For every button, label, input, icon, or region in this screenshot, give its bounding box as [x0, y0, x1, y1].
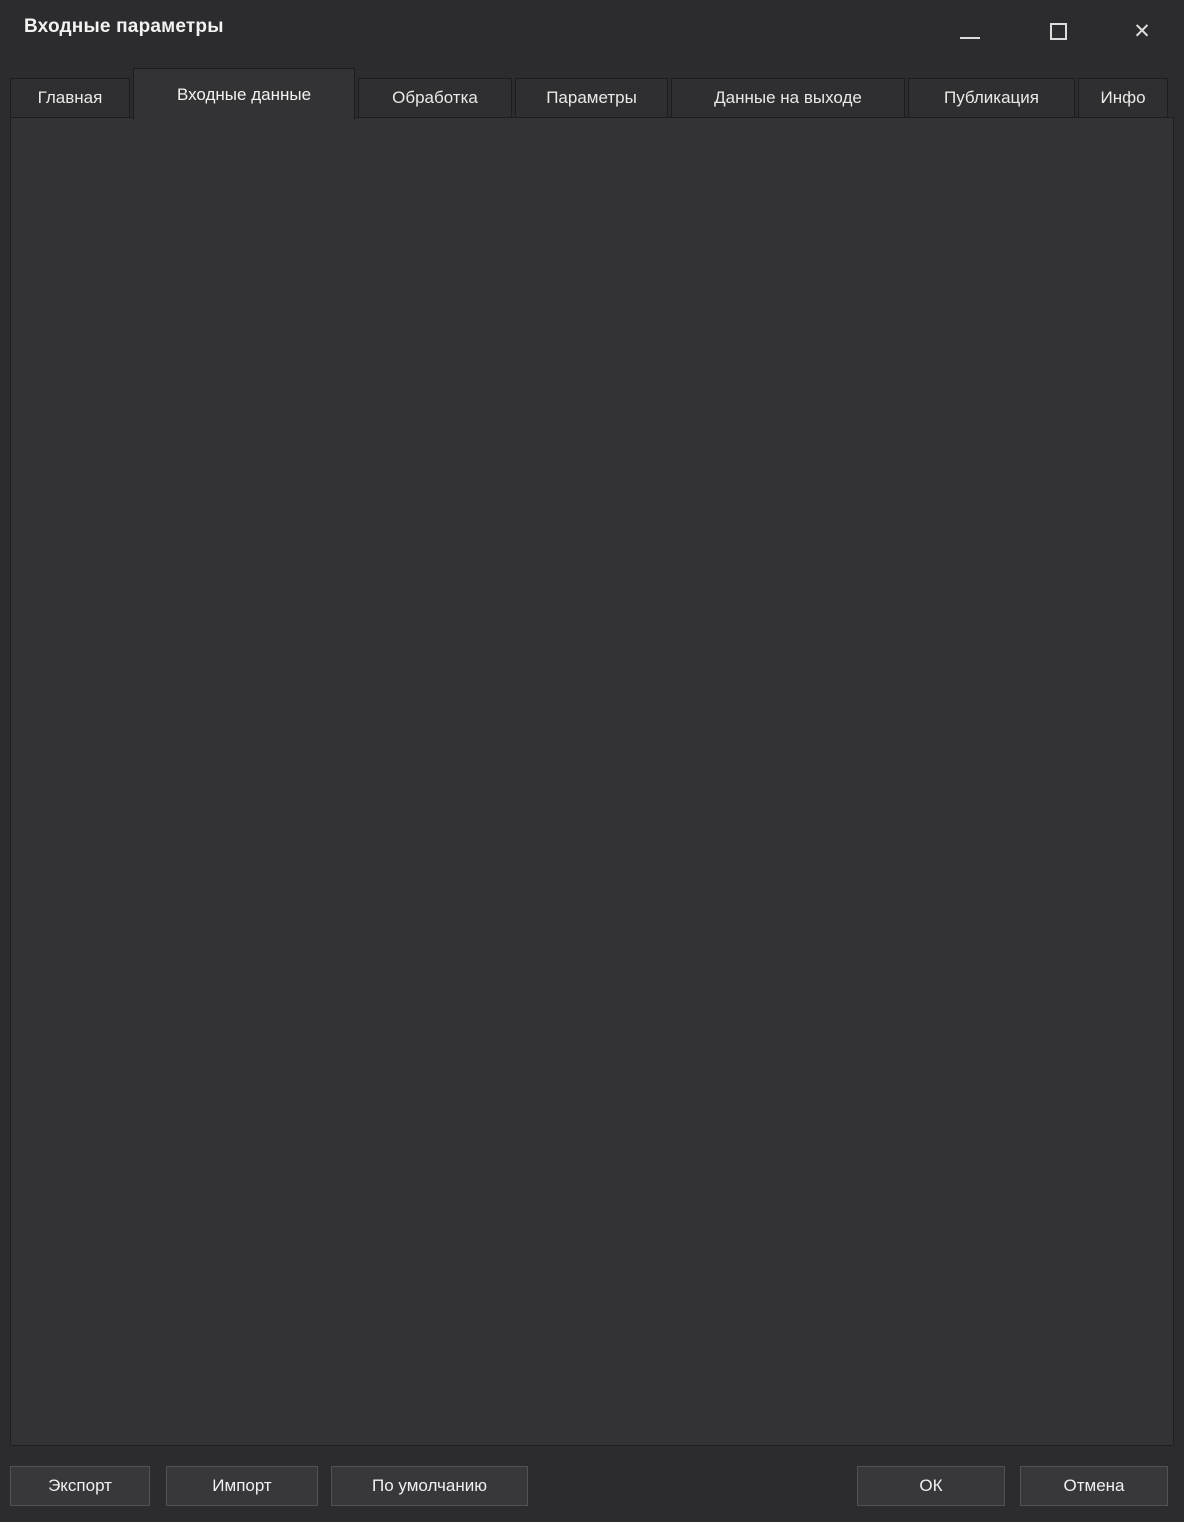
tab-vhodnye-dannye[interactable]: Входные данные: [133, 68, 355, 120]
tab-dannye-na-vyhode[interactable]: Данные на выходе: [671, 78, 905, 118]
defaults-button[interactable]: По умолчанию: [331, 1466, 528, 1506]
cancel-button[interactable]: Отмена: [1020, 1466, 1168, 1506]
tab-content-panel: [10, 117, 1174, 1446]
maximize-icon: [1050, 23, 1067, 40]
ok-button[interactable]: ОК: [857, 1466, 1005, 1506]
minimize-button[interactable]: [950, 14, 990, 48]
tab-parametry[interactable]: Параметры: [515, 78, 668, 118]
tab-publikatsiya[interactable]: Публикация: [908, 78, 1075, 118]
minimize-icon: [960, 37, 980, 39]
export-button[interactable]: Экспорт: [10, 1466, 150, 1506]
import-button[interactable]: Импорт: [166, 1466, 318, 1506]
close-icon: ✕: [1133, 18, 1151, 43]
close-button[interactable]: [1122, 14, 1162, 48]
tab-glavnaya[interactable]: Главная: [10, 78, 130, 118]
maximize-button[interactable]: [1038, 14, 1078, 48]
tab-obrabotka[interactable]: Обработка: [358, 78, 512, 118]
window-title: Входные параметры: [24, 16, 224, 37]
tab-info[interactable]: Инфо: [1078, 78, 1168, 118]
